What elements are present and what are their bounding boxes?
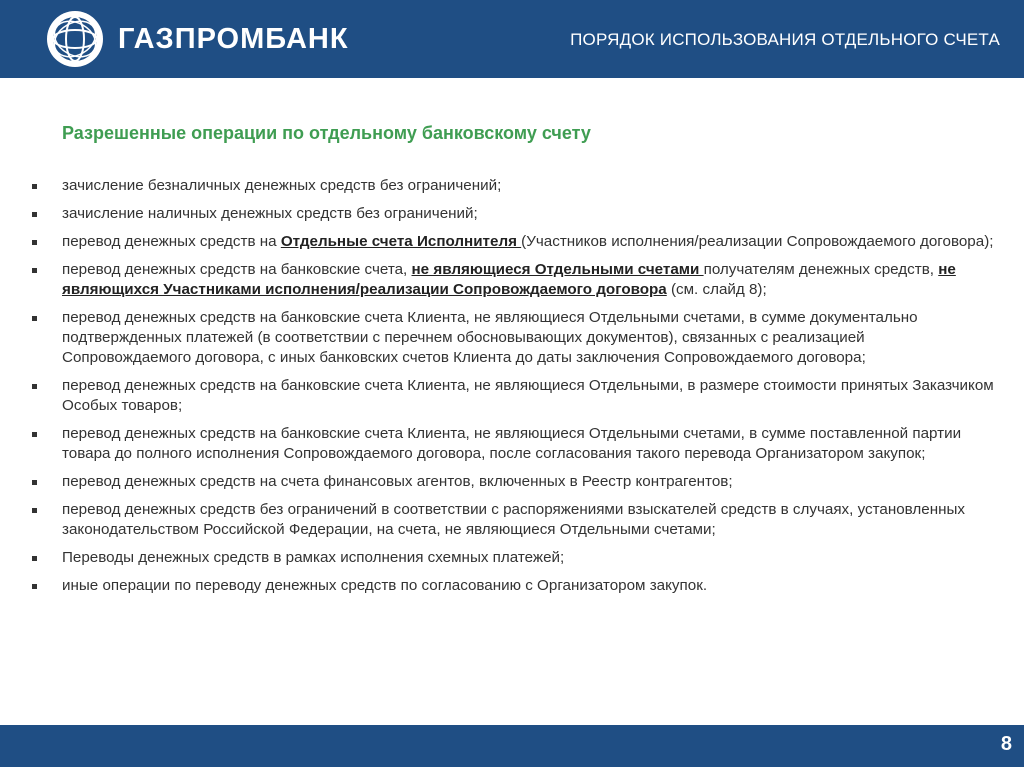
list-item: перевод денежных средств на банковские счета Клиента, не являющиеся Отдельными, в размере стоимости принятых Заказчиком Особых товаров; <box>32 376 994 416</box>
section-title: Разрешенные операции по отдельному банковскому счету <box>62 123 591 143</box>
list-item: перевод денежных средств без ограничений в соответствии с распоряжениями взыскателей средств в случаях, установленных законодательством Российской Федерации, на счета, не являющиеся Отдельными счетами; <box>32 500 994 540</box>
emphasis-text: не являющиеся Отдельными счетами <box>411 261 704 278</box>
emphasis-text: не являющихся Участниками исполнения/реализации Сопровождаемого договора <box>62 261 956 298</box>
globe-logo-icon <box>46 10 104 68</box>
footer-bar <box>0 725 1024 767</box>
list-item: перевод денежных средств на Отдельные счета Исполнителя (Участников исполнения/реализации Сопровождаемого договора); <box>32 232 994 252</box>
logo-text: ГАЗПРОМБАНК <box>118 22 349 55</box>
bank-logo <box>46 10 349 68</box>
list-item: перевод денежных средств на банковские счета Клиента, не являющиеся Отдельными счетами, в сумме поставленной партии товара до полного исполнения Сопровождаемого договора, после согласования такого перевода Организатором закупок; <box>32 424 994 464</box>
operations-list <box>32 176 994 604</box>
page-number: 8 <box>1000 733 1012 755</box>
slide-title: ПОРЯДОК ИСПОЛЬЗОВАНИЯ ОТДЕЛЬНОГО СЧЕТА <box>570 30 1000 49</box>
list-item: иные операции по переводу денежных средств по согласованию с Организатором закупок. <box>32 576 994 596</box>
header-bar <box>0 0 1024 78</box>
list-item: перевод денежных средств на счета финансовых агентов, включенных в Реестр контрагентов; <box>32 472 994 492</box>
list-item: перевод денежных средств на банковские счета Клиента, не являющиеся Отдельными счетами, в сумме документально подтвержденных платежей (в соответствии с перечнем обосновывающих документов), связанных с реализацией Сопровождаемого договора, с иных банковских счетов Клиента до даты заключения Сопровождаемого договора; <box>32 308 994 368</box>
emphasis-text: Отдельные счета Исполнителя <box>280 233 522 250</box>
list-item: Переводы денежных средств в рамках исполнения схемных платежей; <box>32 548 994 568</box>
list-item: зачисление наличных денежных средств без ограничений; <box>32 204 994 224</box>
list-item: перевод денежных средств на банковские счета, не являющиеся Отдельными счетами получателям денежных средств, не являющихся Участниками исполнения/реализации Сопровождаемого договора (см. слайд 8); <box>32 260 994 300</box>
list-item: зачисление безналичных денежных средств без ограничений; <box>32 176 994 196</box>
